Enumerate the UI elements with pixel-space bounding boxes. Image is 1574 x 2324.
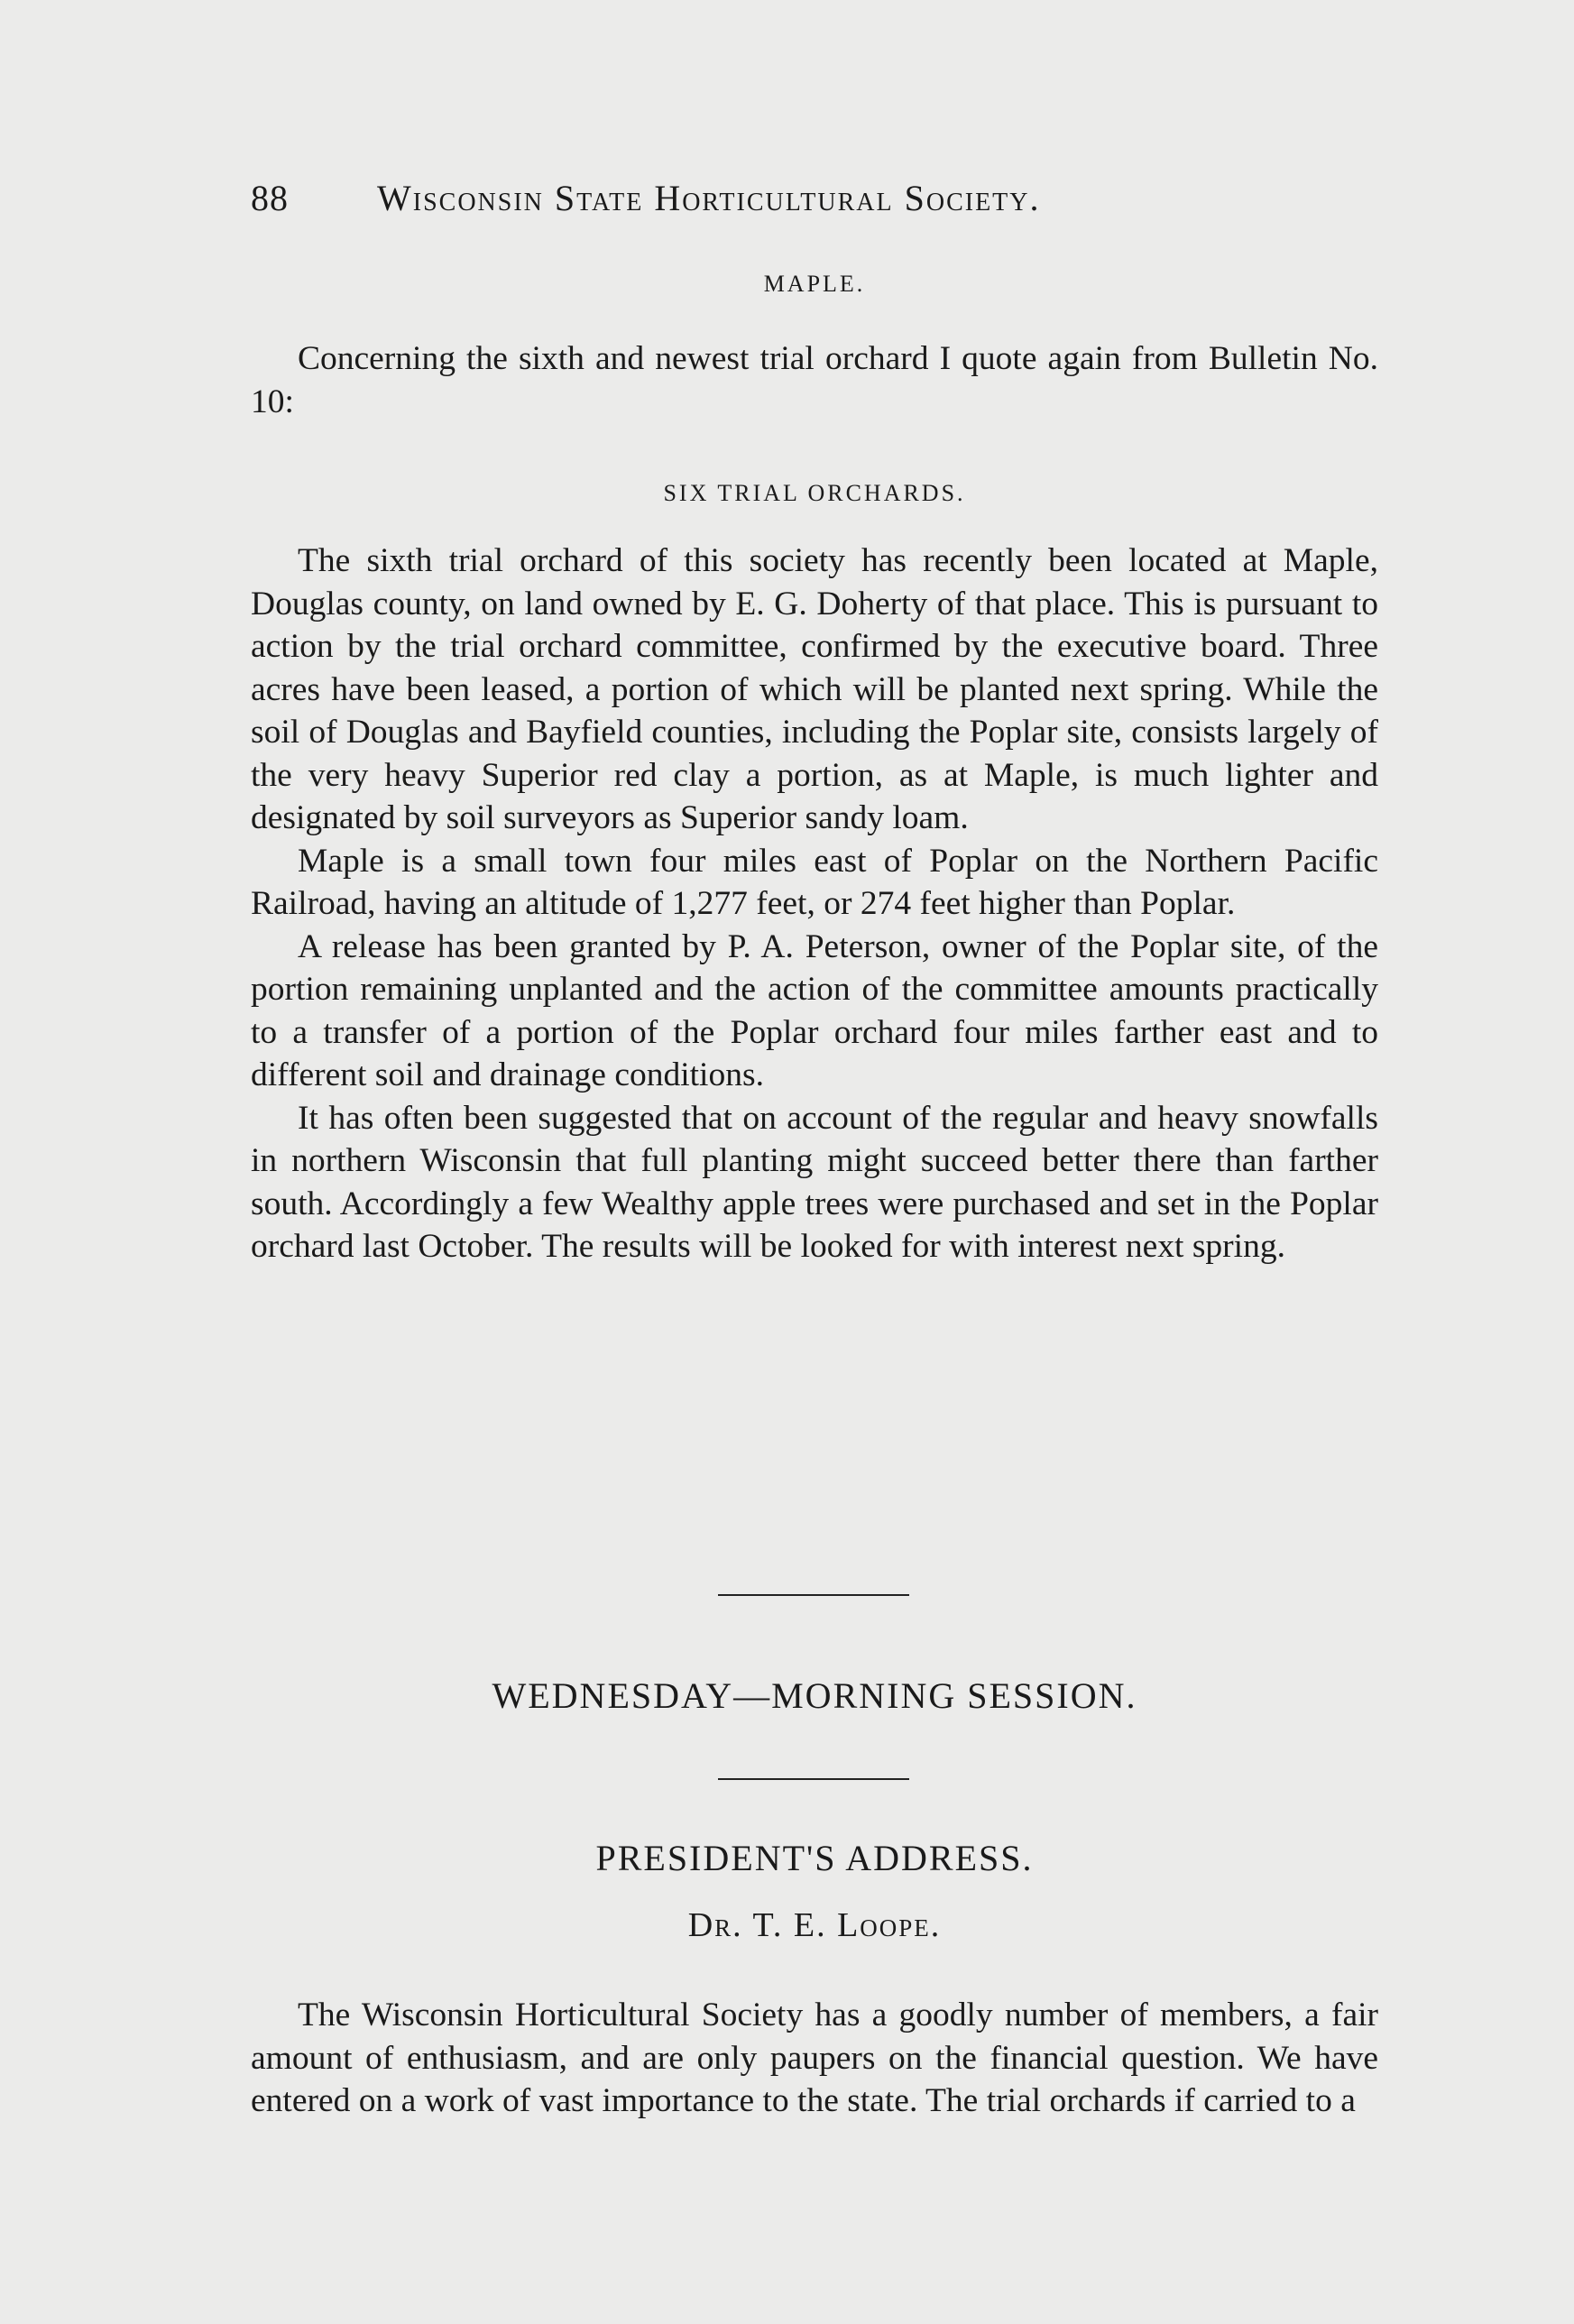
divider-rule	[718, 1594, 909, 1596]
six-trial-orchards-heading: SIX TRIAL ORCHARDS.	[663, 480, 966, 506]
intro-text: Concerning the sixth and newest trial orchard I quote again from Bulletin No. 10:	[251, 340, 1378, 420]
article-body	[251, 540, 1378, 1268]
running-head	[251, 177, 1225, 219]
paragraph: It has often been suggested that on account of the regular and heavy snowfalls in northern Wisconsin that full planting might succeed better there than farther south. Accordingly a few Wealthy apple trees were purchased and set in the Poplar orchard last October. The results will be looked for with interest next spring.	[251, 1099, 1378, 1265]
session-heading: WEDNESDAY—MORNING SESSION.	[492, 1675, 1137, 1716]
paragraph: The Wisconsin Horticultural Society has a goodly number of members, a fair amount of enthusiasm, and are only paupers on the financial question. We have entered on a work of vast importance to the state. The trial orchards if carried to a	[251, 1997, 1378, 2119]
paragraph: The sixth trial orchard of this society has recently been located at Maple, Douglas county, on land owned by E. G. Doherty of that place. This is pursuant to action by the trial orchard committee, confirmed by the executive board. Three acres have been leased, a portion of which will be planted next spring. While the soil of Douglas and Bayfield counties, including the Poplar site, consists largely of the very heavy Superior red clay a portion, as at Maple, is much lighter and designated by soil surveyors as Superior sandy loam.	[251, 542, 1378, 836]
paragraph: A release has been granted by P. A. Peterson, owner of the Poplar site, of the portion remaining unplanted and the action of the committee amounts practically to a transfer of a portion of the Poplar orchard four miles farther east and to different soil and drainage conditions.	[251, 927, 1378, 1093]
address-heading: PRESIDENT'S ADDRESS.	[595, 1838, 1034, 1878]
paragraph: Maple is a small town four miles east of Poplar on the Northern Pacific Railroad, having an altitude of 1,277 feet, or 274 feet higher than Poplar.	[251, 842, 1378, 922]
author-name: Dr. T. E. Loope.	[687, 1906, 942, 1944]
divider-rule	[718, 1778, 909, 1780]
maple-heading: MAPLE.	[763, 271, 866, 297]
page-number: 88	[251, 178, 289, 218]
address-body	[251, 1994, 1378, 2123]
intro-paragraph	[251, 337, 1378, 423]
running-head-title: Wisconsin State Horticultural Society.	[377, 178, 1041, 218]
